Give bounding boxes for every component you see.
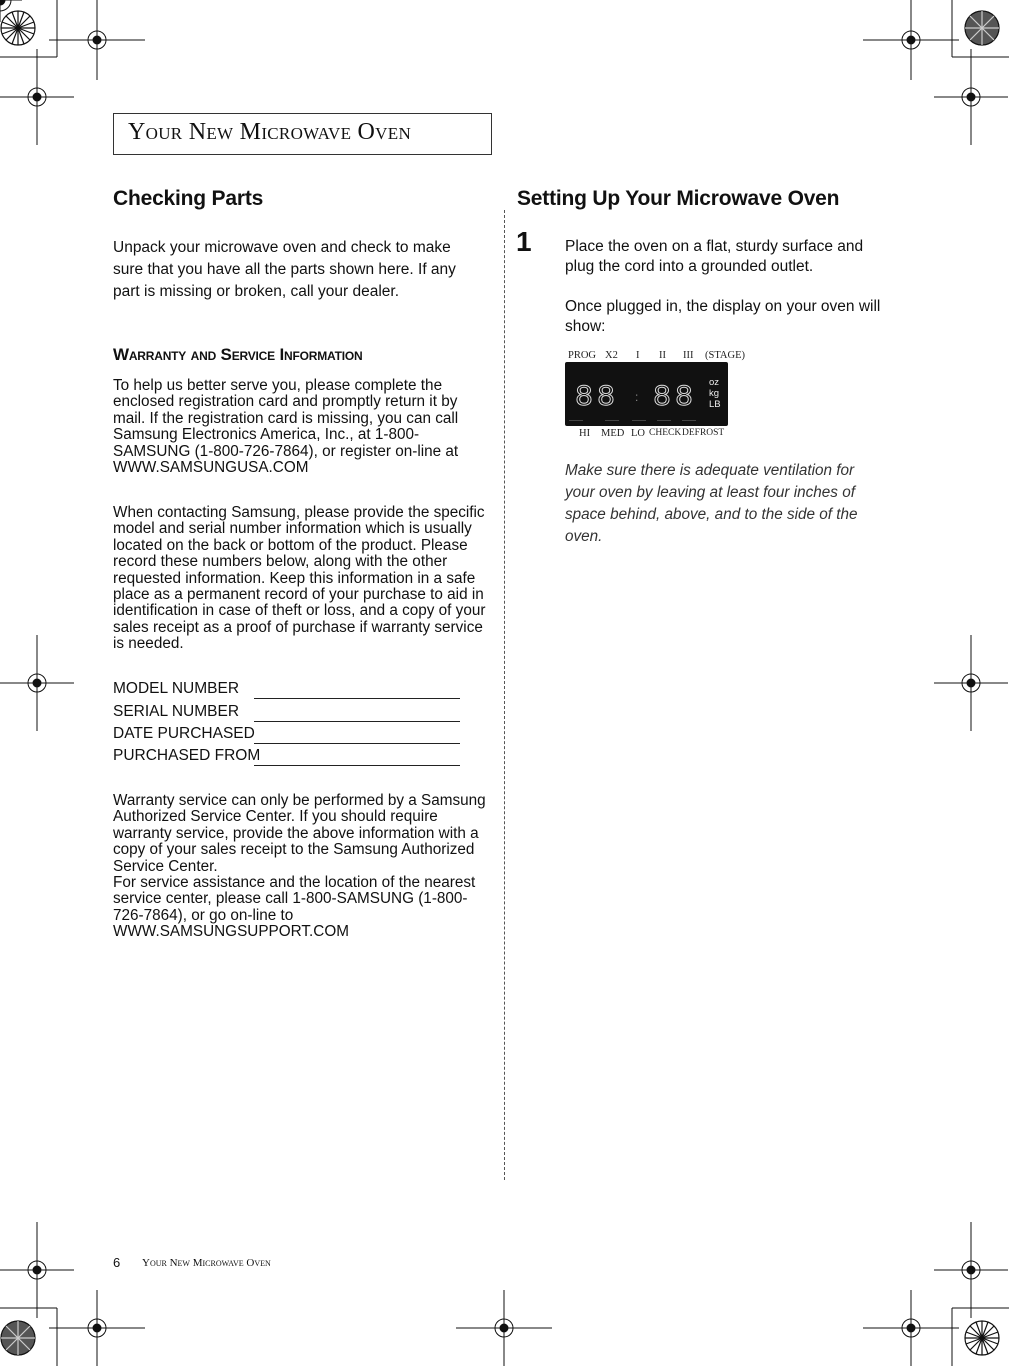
display-label-hi: HI <box>579 428 591 439</box>
form-row-serial <box>113 703 463 723</box>
display-label-stage: (STAGE) <box>705 350 745 361</box>
lcd-screen <box>565 362 728 426</box>
service-para-2: For service assistance and the location of the nearest service center, please call 1-800-SAMSUNG (1-800-726-7864), or go on-line to WWW.SAMSUNGSUPPORT.COM <box>113 874 476 941</box>
form-label-from: PURCHASED FROM <box>113 747 261 764</box>
warranty-para-2: When contacting Samsung, please provide the specific model and serial number information which is usually located on the back or bottom of the product. Please record these numbers below, along with the other requested information. Keep this information in a safe place as a permanent record of your purchase to aid in identification in case of theft or loss, and a copy of your sales receipt as a proof of purchase if warranty service is needed. <box>113 504 486 653</box>
unit-kg: kg <box>709 388 720 399</box>
lcd-colon: : <box>635 390 639 404</box>
display-label-lo: LO <box>631 428 645 439</box>
display-label-med: MED <box>601 428 625 439</box>
page-header <box>113 113 492 155</box>
form-label-serial: SERIAL NUMBER <box>113 703 240 720</box>
setup-title: Setting Up Your Microwave Oven <box>517 187 840 210</box>
step-number: 1 <box>516 226 532 257</box>
form-blank-line <box>254 721 460 722</box>
unit-lb: LB <box>709 399 721 410</box>
step-text-2: Once plugged in, the display on your oven will show: <box>565 298 881 335</box>
step-text-1: Place the oven on a flat, sturdy surface and plug the cord into a grounded outlet. <box>565 238 864 275</box>
lcd-units <box>709 377 721 410</box>
form-row-date <box>113 725 463 745</box>
warranty-para-1: To help us better serve you, please complete the enclosed registration card and promptly return it by mail. If the registration card is missing, you can call Samsung Electronics America, Inc., at 1-800-SAMSUNG (1-800-726-7864), or register on-line at WWW.SAMSUNGUSA.COM <box>113 377 459 477</box>
display-label-defrost: DEFROST <box>682 428 725 438</box>
display-label-x2: X2 <box>605 350 618 361</box>
header-title: Your New Microwave Oven <box>128 119 412 145</box>
checking-parts-text: Unpack your microwave oven and check to make sure that you have all the parts shown here. If any part is missing or broken, call your dealer. <box>113 239 456 300</box>
form-blank-line <box>254 698 460 699</box>
display-label-stage-2: II <box>659 350 666 361</box>
lcd-digits-right: 88 <box>653 381 698 415</box>
form-row-from <box>113 747 463 767</box>
form-blank-line <box>254 765 460 766</box>
footer-title: Your New Microwave Oven <box>142 1257 271 1269</box>
unit-oz: oz <box>709 377 720 388</box>
column-divider <box>504 210 505 1180</box>
form-row-model <box>113 680 463 700</box>
display-label-stage-1: I <box>636 350 640 361</box>
display-label-prog: PROG <box>568 350 597 361</box>
checking-parts-title: Checking Parts <box>113 187 264 210</box>
oven-display-illustration <box>560 348 750 443</box>
form-label-model: MODEL NUMBER <box>113 680 240 697</box>
ventilation-note: Make sure there is adequate ventilation for your oven by leaving at least four inches of space behind, above, and to the side of the oven. <box>565 462 858 545</box>
warranty-title: Warranty and Service Information <box>113 345 363 364</box>
display-label-stage-3: III <box>683 350 694 361</box>
display-label-check: CHECK <box>649 428 682 438</box>
form-blank-line <box>254 743 460 744</box>
form-label-date: DATE PURCHASED <box>113 725 255 742</box>
page-number: 6 <box>113 1255 121 1270</box>
service-para-1: Warranty service can only be performed by a Samsung Authorized Service Center. If you should require warranty service, provide the above information with a copy of your sales receipt to the Samsung Authorized Service Center. <box>113 792 486 875</box>
lcd-digits-left: 88 <box>575 381 620 415</box>
